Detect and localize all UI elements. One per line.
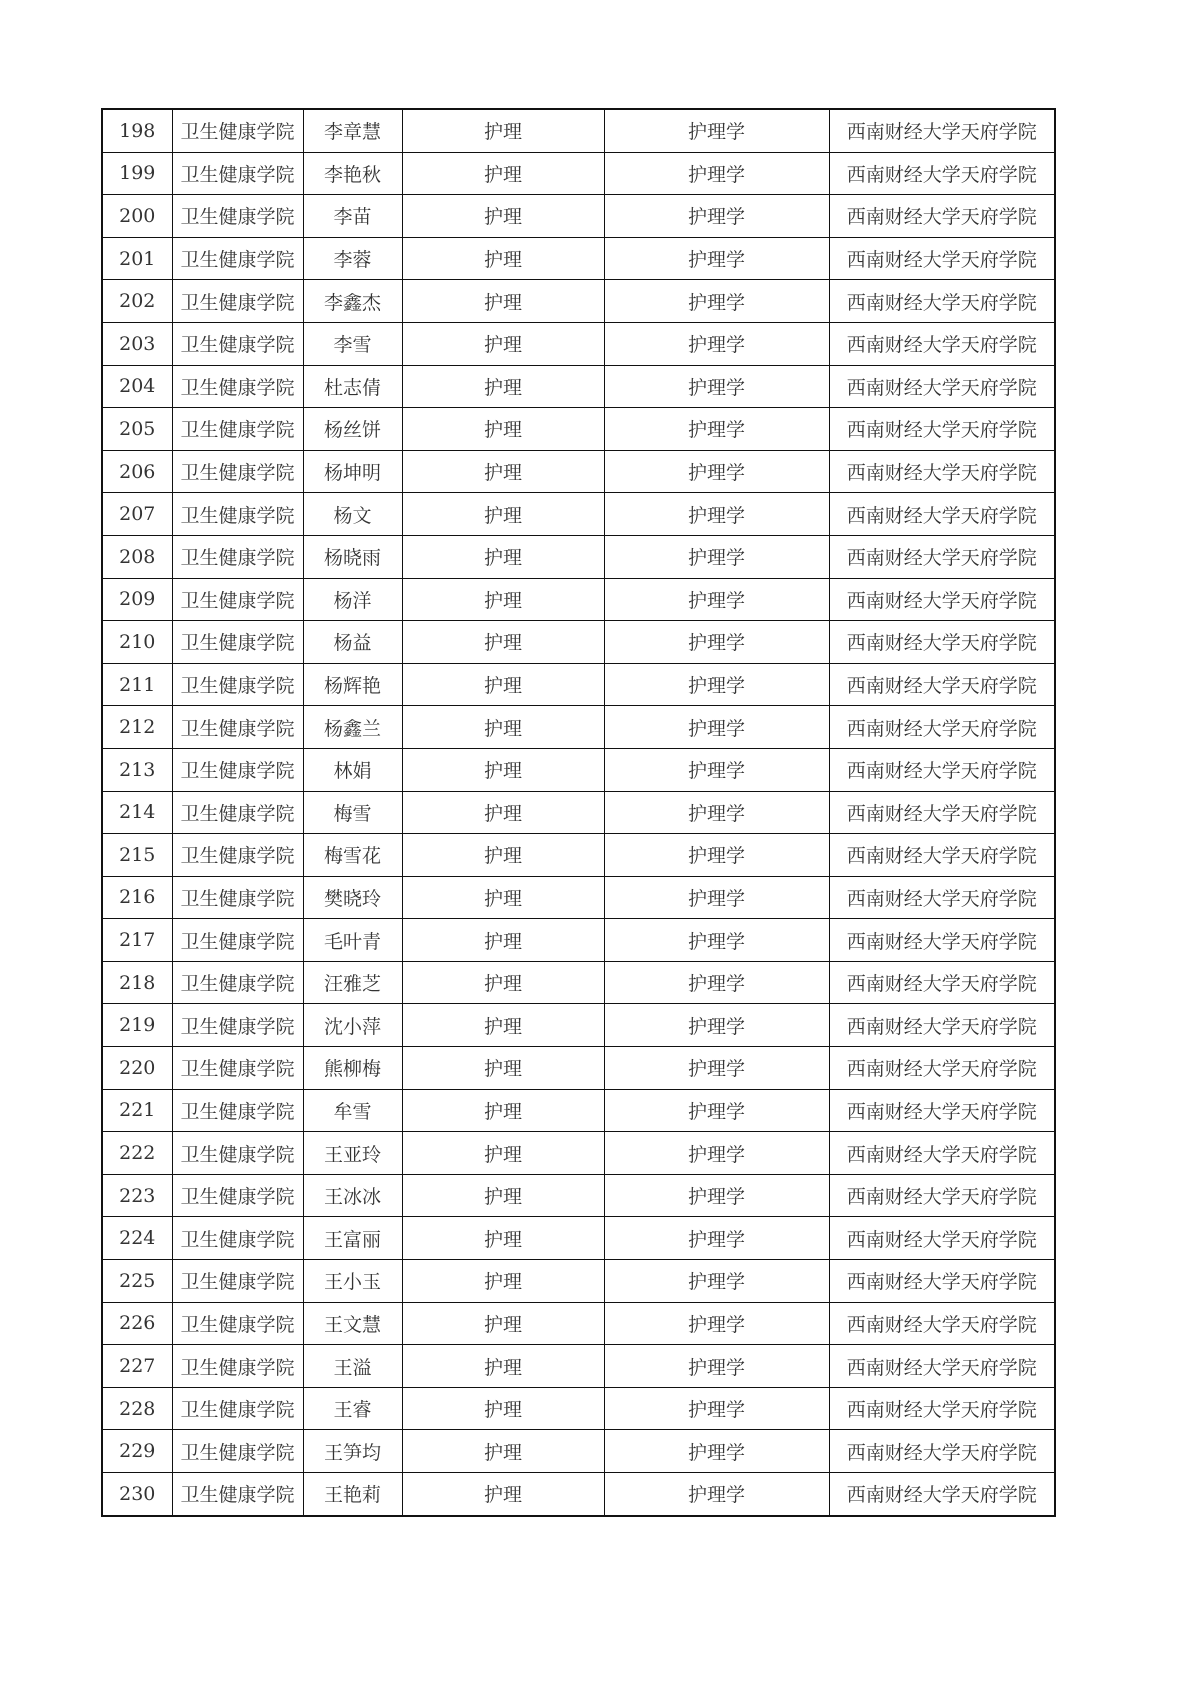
degree-cell: 护理学	[604, 578, 829, 621]
degree-cell: 护理学	[604, 1047, 829, 1090]
major-cell: 护理	[402, 280, 604, 323]
row-number-cell: 217	[102, 919, 172, 962]
college-cell: 卫生健康学院	[172, 1260, 303, 1303]
student-name-cell: 王睿	[303, 1387, 402, 1430]
student-name-cell: 熊柳梅	[303, 1047, 402, 1090]
row-number-cell: 212	[102, 706, 172, 749]
school-cell: 西南财经大学天府学院	[829, 621, 1055, 664]
table-row	[102, 152, 1055, 195]
major-cell: 护理	[402, 919, 604, 962]
college-cell: 卫生健康学院	[172, 450, 303, 493]
degree-cell: 护理学	[604, 493, 829, 536]
school-cell: 西南财经大学天府学院	[829, 450, 1055, 493]
degree-cell: 护理学	[604, 1387, 829, 1430]
school-cell: 西南财经大学天府学院	[829, 109, 1055, 152]
major-cell: 护理	[402, 706, 604, 749]
major-cell: 护理	[402, 1132, 604, 1175]
college-cell: 卫生健康学院	[172, 408, 303, 451]
school-cell: 西南财经大学天府学院	[829, 663, 1055, 706]
student-name-cell: 杨辉艳	[303, 663, 402, 706]
row-number-cell: 209	[102, 578, 172, 621]
row-number-cell: 218	[102, 961, 172, 1004]
table-row	[102, 1089, 1055, 1132]
school-cell: 西南财经大学天府学院	[829, 1174, 1055, 1217]
school-cell: 西南财经大学天府学院	[829, 493, 1055, 536]
degree-cell: 护理学	[604, 961, 829, 1004]
student-name-cell: 李艳秋	[303, 152, 402, 195]
school-cell: 西南财经大学天府学院	[829, 1345, 1055, 1388]
student-roster-table	[101, 108, 1056, 1517]
school-cell: 西南财经大学天府学院	[829, 919, 1055, 962]
major-cell: 护理	[402, 1345, 604, 1388]
row-number-cell: 221	[102, 1089, 172, 1132]
table-row	[102, 450, 1055, 493]
college-cell: 卫生健康学院	[172, 876, 303, 919]
degree-cell: 护理学	[604, 621, 829, 664]
student-name-cell: 李雪	[303, 322, 402, 365]
college-cell: 卫生健康学院	[172, 1217, 303, 1260]
college-cell: 卫生健康学院	[172, 748, 303, 791]
major-cell: 护理	[402, 365, 604, 408]
table-row	[102, 1004, 1055, 1047]
school-cell: 西南财经大学天府学院	[829, 1217, 1055, 1260]
degree-cell: 护理学	[604, 1345, 829, 1388]
school-cell: 西南财经大学天府学院	[829, 791, 1055, 834]
major-cell: 护理	[402, 961, 604, 1004]
row-number-cell: 222	[102, 1132, 172, 1175]
college-cell: 卫生健康学院	[172, 1430, 303, 1473]
student-name-cell: 王艳莉	[303, 1473, 402, 1516]
degree-cell: 护理学	[604, 365, 829, 408]
degree-cell: 护理学	[604, 748, 829, 791]
school-cell: 西南财经大学天府学院	[829, 1260, 1055, 1303]
table-row	[102, 1047, 1055, 1090]
row-number-cell: 220	[102, 1047, 172, 1090]
school-cell: 西南财经大学天府学院	[829, 535, 1055, 578]
degree-cell: 护理学	[604, 791, 829, 834]
student-name-cell: 王富丽	[303, 1217, 402, 1260]
degree-cell: 护理学	[604, 834, 829, 877]
college-cell: 卫生健康学院	[172, 1345, 303, 1388]
student-name-cell: 杨文	[303, 493, 402, 536]
major-cell: 护理	[402, 1473, 604, 1516]
degree-cell: 护理学	[604, 322, 829, 365]
student-name-cell: 杨坤明	[303, 450, 402, 493]
row-number-cell: 229	[102, 1430, 172, 1473]
degree-cell: 护理学	[604, 663, 829, 706]
table-row	[102, 1430, 1055, 1473]
school-cell: 西南财经大学天府学院	[829, 578, 1055, 621]
major-cell: 护理	[402, 152, 604, 195]
degree-cell: 护理学	[604, 109, 829, 152]
table-row	[102, 408, 1055, 451]
degree-cell: 护理学	[604, 237, 829, 280]
row-number-cell: 228	[102, 1387, 172, 1430]
college-cell: 卫生健康学院	[172, 834, 303, 877]
table-row	[102, 706, 1055, 749]
row-number-cell: 201	[102, 237, 172, 280]
college-cell: 卫生健康学院	[172, 706, 303, 749]
college-cell: 卫生健康学院	[172, 1302, 303, 1345]
degree-cell: 护理学	[604, 408, 829, 451]
table-row	[102, 1174, 1055, 1217]
table-row	[102, 280, 1055, 323]
student-name-cell: 王文慧	[303, 1302, 402, 1345]
degree-cell: 护理学	[604, 706, 829, 749]
school-cell: 西南财经大学天府学院	[829, 748, 1055, 791]
student-name-cell: 王小玉	[303, 1260, 402, 1303]
degree-cell: 护理学	[604, 1217, 829, 1260]
college-cell: 卫生健康学院	[172, 280, 303, 323]
major-cell: 护理	[402, 1387, 604, 1430]
table-row	[102, 791, 1055, 834]
table-row	[102, 1217, 1055, 1260]
school-cell: 西南财经大学天府学院	[829, 876, 1055, 919]
row-number-cell: 211	[102, 663, 172, 706]
major-cell: 护理	[402, 1004, 604, 1047]
major-cell: 护理	[402, 621, 604, 664]
school-cell: 西南财经大学天府学院	[829, 1387, 1055, 1430]
degree-cell: 护理学	[604, 1260, 829, 1303]
college-cell: 卫生健康学院	[172, 493, 303, 536]
degree-cell: 护理学	[604, 1089, 829, 1132]
school-cell: 西南财经大学天府学院	[829, 195, 1055, 238]
row-number-cell: 214	[102, 791, 172, 834]
major-cell: 护理	[402, 1047, 604, 1090]
degree-cell: 护理学	[604, 876, 829, 919]
row-number-cell: 198	[102, 109, 172, 152]
row-number-cell: 204	[102, 365, 172, 408]
college-cell: 卫生健康学院	[172, 919, 303, 962]
student-name-cell: 毛叶青	[303, 919, 402, 962]
student-name-cell: 梅雪花	[303, 834, 402, 877]
college-cell: 卫生健康学院	[172, 1174, 303, 1217]
school-cell: 西南财经大学天府学院	[829, 1473, 1055, 1516]
college-cell: 卫生健康学院	[172, 663, 303, 706]
degree-cell: 护理学	[604, 450, 829, 493]
major-cell: 护理	[402, 834, 604, 877]
row-number-cell: 230	[102, 1473, 172, 1516]
college-cell: 卫生健康学院	[172, 237, 303, 280]
row-number-cell: 223	[102, 1174, 172, 1217]
student-name-cell: 杨丝饼	[303, 408, 402, 451]
table-row	[102, 1302, 1055, 1345]
major-cell: 护理	[402, 791, 604, 834]
student-name-cell: 王亚玲	[303, 1132, 402, 1175]
table-row	[102, 1260, 1055, 1303]
major-cell: 护理	[402, 535, 604, 578]
degree-cell: 护理学	[604, 280, 829, 323]
table-row	[102, 876, 1055, 919]
student-name-cell: 牟雪	[303, 1089, 402, 1132]
school-cell: 西南财经大学天府学院	[829, 1430, 1055, 1473]
major-cell: 护理	[402, 1260, 604, 1303]
college-cell: 卫生健康学院	[172, 365, 303, 408]
table-row	[102, 237, 1055, 280]
major-cell: 护理	[402, 195, 604, 238]
student-name-cell: 李章慧	[303, 109, 402, 152]
degree-cell: 护理学	[604, 1004, 829, 1047]
student-name-cell: 汪雅芝	[303, 961, 402, 1004]
major-cell: 护理	[402, 876, 604, 919]
college-cell: 卫生健康学院	[172, 1132, 303, 1175]
college-cell: 卫生健康学院	[172, 1047, 303, 1090]
school-cell: 西南财经大学天府学院	[829, 322, 1055, 365]
table-row	[102, 663, 1055, 706]
student-name-cell: 王冰冰	[303, 1174, 402, 1217]
school-cell: 西南财经大学天府学院	[829, 1004, 1055, 1047]
student-name-cell: 李苗	[303, 195, 402, 238]
college-cell: 卫生健康学院	[172, 961, 303, 1004]
student-name-cell: 王溢	[303, 1345, 402, 1388]
degree-cell: 护理学	[604, 1473, 829, 1516]
college-cell: 卫生健康学院	[172, 578, 303, 621]
row-number-cell: 200	[102, 195, 172, 238]
major-cell: 护理	[402, 1302, 604, 1345]
student-name-cell: 李鑫杰	[303, 280, 402, 323]
roster-body	[102, 109, 1055, 1516]
school-cell: 西南财经大学天府学院	[829, 834, 1055, 877]
college-cell: 卫生健康学院	[172, 1004, 303, 1047]
row-number-cell: 210	[102, 621, 172, 664]
row-number-cell: 205	[102, 408, 172, 451]
school-cell: 西南财经大学天府学院	[829, 152, 1055, 195]
major-cell: 护理	[402, 578, 604, 621]
table-row	[102, 365, 1055, 408]
degree-cell: 护理学	[604, 1302, 829, 1345]
major-cell: 护理	[402, 450, 604, 493]
row-number-cell: 216	[102, 876, 172, 919]
row-number-cell: 207	[102, 493, 172, 536]
student-name-cell: 杜志倩	[303, 365, 402, 408]
degree-cell: 护理学	[604, 195, 829, 238]
table-row	[102, 1387, 1055, 1430]
major-cell: 护理	[402, 493, 604, 536]
college-cell: 卫生健康学院	[172, 791, 303, 834]
row-number-cell: 202	[102, 280, 172, 323]
major-cell: 护理	[402, 408, 604, 451]
student-name-cell: 樊晓玲	[303, 876, 402, 919]
school-cell: 西南财经大学天府学院	[829, 237, 1055, 280]
college-cell: 卫生健康学院	[172, 535, 303, 578]
row-number-cell: 224	[102, 1217, 172, 1260]
major-cell: 护理	[402, 109, 604, 152]
school-cell: 西南财经大学天府学院	[829, 408, 1055, 451]
student-name-cell: 杨洋	[303, 578, 402, 621]
row-number-cell: 227	[102, 1345, 172, 1388]
degree-cell: 护理学	[604, 152, 829, 195]
student-name-cell: 杨鑫兰	[303, 706, 402, 749]
school-cell: 西南财经大学天府学院	[829, 706, 1055, 749]
row-number-cell: 199	[102, 152, 172, 195]
major-cell: 护理	[402, 1174, 604, 1217]
student-name-cell: 杨晓雨	[303, 535, 402, 578]
major-cell: 护理	[402, 748, 604, 791]
degree-cell: 护理学	[604, 919, 829, 962]
table-row	[102, 961, 1055, 1004]
college-cell: 卫生健康学院	[172, 1387, 303, 1430]
table-row	[102, 535, 1055, 578]
degree-cell: 护理学	[604, 1132, 829, 1175]
school-cell: 西南财经大学天府学院	[829, 280, 1055, 323]
major-cell: 护理	[402, 663, 604, 706]
major-cell: 护理	[402, 237, 604, 280]
student-name-cell: 李蓉	[303, 237, 402, 280]
row-number-cell: 215	[102, 834, 172, 877]
college-cell: 卫生健康学院	[172, 1473, 303, 1516]
table-row	[102, 748, 1055, 791]
row-number-cell: 206	[102, 450, 172, 493]
major-cell: 护理	[402, 1217, 604, 1260]
table-row	[102, 919, 1055, 962]
row-number-cell: 213	[102, 748, 172, 791]
table-row	[102, 1132, 1055, 1175]
school-cell: 西南财经大学天府学院	[829, 1089, 1055, 1132]
college-cell: 卫生健康学院	[172, 322, 303, 365]
table-row	[102, 578, 1055, 621]
table-row	[102, 834, 1055, 877]
table-row	[102, 1473, 1055, 1516]
row-number-cell: 226	[102, 1302, 172, 1345]
school-cell: 西南财经大学天府学院	[829, 1132, 1055, 1175]
school-cell: 西南财经大学天府学院	[829, 1302, 1055, 1345]
student-name-cell: 沈小萍	[303, 1004, 402, 1047]
major-cell: 护理	[402, 1089, 604, 1132]
major-cell: 护理	[402, 1430, 604, 1473]
table-row	[102, 493, 1055, 536]
college-cell: 卫生健康学院	[172, 621, 303, 664]
college-cell: 卫生健康学院	[172, 1089, 303, 1132]
student-name-cell: 王笋均	[303, 1430, 402, 1473]
row-number-cell: 208	[102, 535, 172, 578]
table-row	[102, 322, 1055, 365]
student-name-cell: 林娟	[303, 748, 402, 791]
degree-cell: 护理学	[604, 535, 829, 578]
row-number-cell: 225	[102, 1260, 172, 1303]
student-name-cell: 梅雪	[303, 791, 402, 834]
table-row	[102, 195, 1055, 238]
school-cell: 西南财经大学天府学院	[829, 961, 1055, 1004]
table-row	[102, 109, 1055, 152]
school-cell: 西南财经大学天府学院	[829, 365, 1055, 408]
degree-cell: 护理学	[604, 1174, 829, 1217]
major-cell: 护理	[402, 322, 604, 365]
school-cell: 西南财经大学天府学院	[829, 1047, 1055, 1090]
degree-cell: 护理学	[604, 1430, 829, 1473]
row-number-cell: 219	[102, 1004, 172, 1047]
table-row	[102, 1345, 1055, 1388]
college-cell: 卫生健康学院	[172, 109, 303, 152]
student-name-cell: 杨益	[303, 621, 402, 664]
row-number-cell: 203	[102, 322, 172, 365]
college-cell: 卫生健康学院	[172, 152, 303, 195]
college-cell: 卫生健康学院	[172, 195, 303, 238]
table-row	[102, 621, 1055, 664]
